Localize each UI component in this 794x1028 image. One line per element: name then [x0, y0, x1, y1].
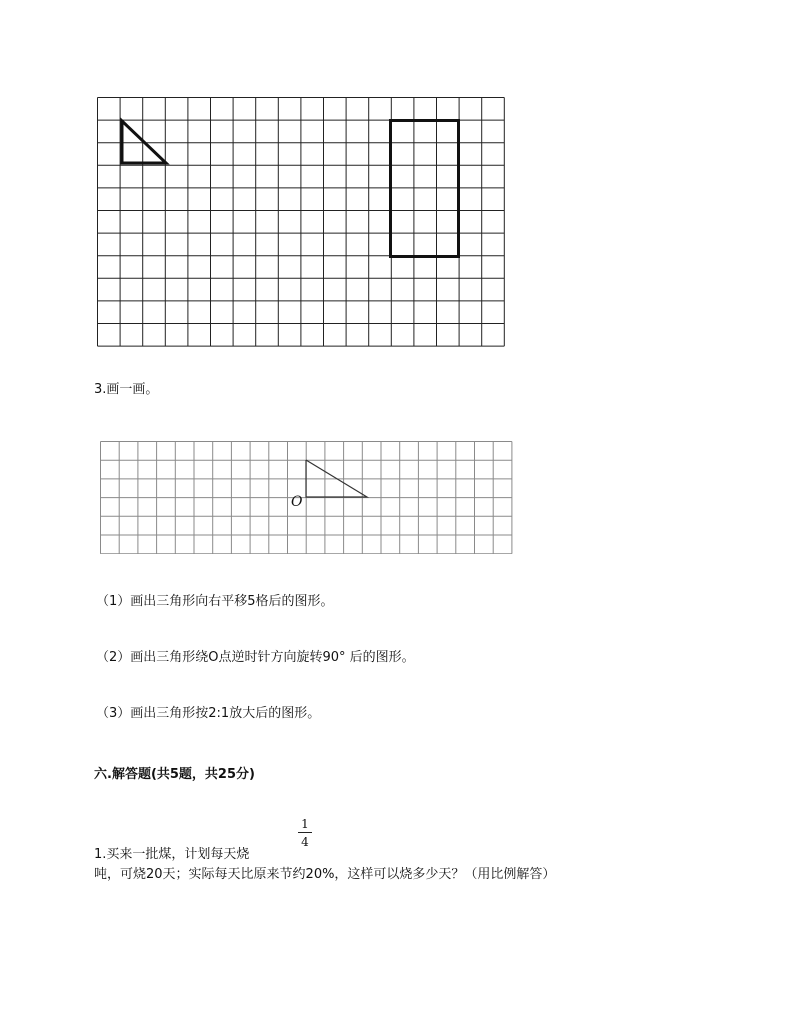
fraction-numerator: 1: [301, 817, 309, 831]
section-3-title: 3.画一画。: [94, 382, 159, 397]
top-grid-rectangle: [391, 121, 459, 257]
fraction-bar: [298, 832, 312, 833]
drawing-grid-figure: [99, 441, 533, 554]
fraction-denominator: 4: [301, 835, 309, 849]
origin-point-label: O: [291, 494, 303, 510]
task-2: （2）画出三角形绕O点逆时针方向旋转90° 后的图形。: [96, 650, 415, 665]
fraction-one-quarter: [298, 817, 312, 849]
top-grid-triangle: [122, 121, 166, 163]
top-grid-figure: [96, 96, 506, 349]
question-1-line-1: 1.买来一批煤，计划每天烧: [94, 847, 250, 862]
task-3: （3）画出三角形按2:1放大后的图形。: [96, 706, 321, 721]
question-1-line-2: 吨，可烧20天；实际每天比原来节约20%，这样可以烧多少天？（用比例解答）: [94, 867, 556, 882]
section-6-heading: 六.解答题(共5题，共25分): [94, 767, 255, 782]
task-1: （1）画出三角形向右平移5格后的图形。: [96, 594, 334, 609]
